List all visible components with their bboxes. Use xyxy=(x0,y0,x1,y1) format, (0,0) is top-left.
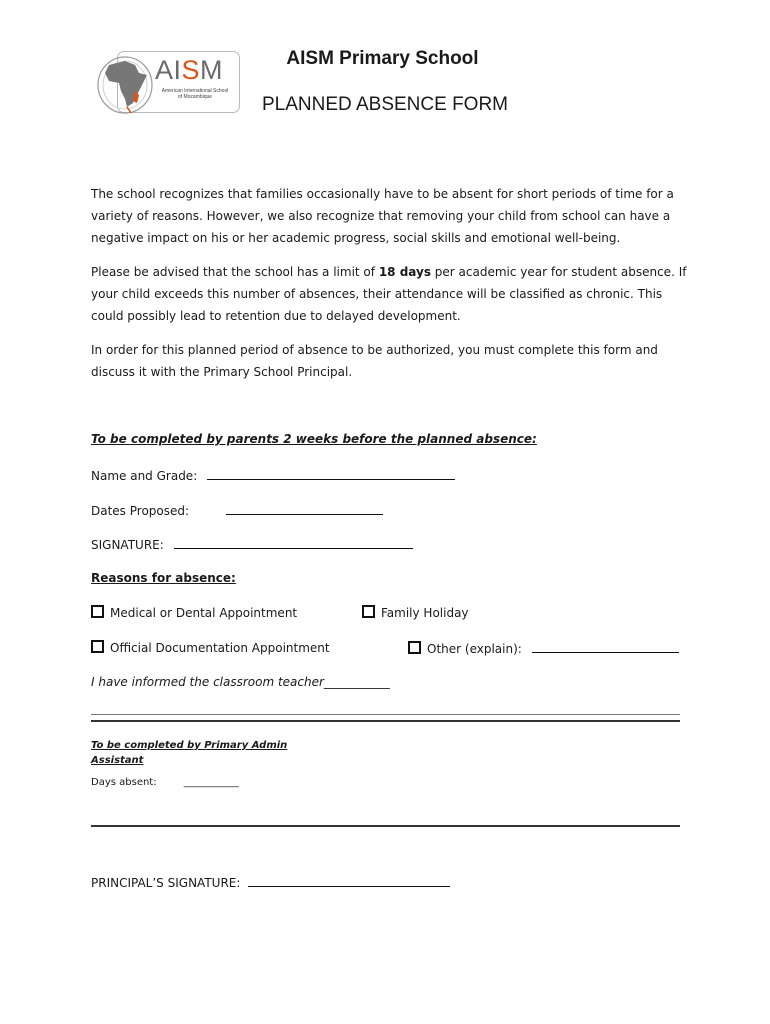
official-checkbox[interactable] xyxy=(91,640,104,653)
logo-wordmark xyxy=(155,55,223,86)
reason-official[interactable] xyxy=(91,640,330,655)
divider-thin xyxy=(91,714,680,715)
logo-subtitle xyxy=(153,88,237,100)
reason-other[interactable] xyxy=(408,640,679,656)
reasons-heading: Reasons for absence: xyxy=(91,571,236,585)
divider xyxy=(91,720,680,722)
reason-medical[interactable] xyxy=(91,605,297,620)
principal-signature-label: PRINCIPAL’S SIGNATURE: xyxy=(91,876,241,890)
limit-days: 18 days xyxy=(378,265,431,279)
dates-row xyxy=(91,502,383,518)
signature-row xyxy=(91,536,413,552)
signature-label: SIGNATURE: xyxy=(91,538,164,552)
name-grade-label: Name and Grade: xyxy=(91,469,198,483)
logo-letter-s: S xyxy=(181,55,201,85)
reason-family[interactable] xyxy=(362,605,469,620)
principal-signature-field[interactable] xyxy=(248,874,450,887)
other-checkbox[interactable] xyxy=(408,641,421,654)
logo-letter-m: M xyxy=(200,55,224,85)
dates-label: Dates Proposed: xyxy=(91,504,190,518)
school-logo xyxy=(95,51,241,117)
divider-bottom xyxy=(91,825,680,827)
logo-subtitle-line1: American International School xyxy=(161,88,229,94)
teacher-informed-statement: I have informed the classroom teacher___________ xyxy=(91,675,390,689)
admin-heading-line2: Assistant xyxy=(91,755,144,766)
form-title: PLANNED ABSENCE FORM xyxy=(262,94,508,115)
intro-paragraph-3: In order for this planned period of absence to be authorized, you must complete this form and discuss it with the Primary School Principal. xyxy=(91,343,658,379)
parents-section-heading: To be completed by parents 2 weeks before the planned absence: xyxy=(91,432,537,446)
admin-heading-line1: To be completed by Primary Admin xyxy=(91,740,288,751)
name-grade-field[interactable] xyxy=(207,467,455,480)
days-absent-row xyxy=(91,777,239,788)
school-name: AISM Primary School xyxy=(286,48,479,69)
logo-subtitle-line2: of Mozambique xyxy=(177,94,213,100)
days-absent-label: Days absent: xyxy=(91,777,157,788)
intro-paragraph-1: The school recognizes that families occasionally have to be absent for short periods of time for a variety of reasons. However, we also recognize that removing your child from school can have a negative impact on his or her academic progress, social skills and emotional well-being. xyxy=(91,187,674,245)
medical-label: Medical or Dental Appointment xyxy=(110,606,298,620)
days-absent-field[interactable]: ___________ xyxy=(183,777,239,788)
principal-signature-row xyxy=(91,874,450,890)
logo-letters-ai: AI xyxy=(155,55,182,85)
family-label: Family Holiday xyxy=(381,606,469,620)
limit-text-before: Please be advised that the school has a limit of xyxy=(91,265,379,279)
intro-paragraph-2 xyxy=(91,261,691,327)
other-explain-field[interactable] xyxy=(532,640,679,653)
official-label: Official Documentation Appointment xyxy=(110,641,330,655)
signature-field[interactable] xyxy=(174,536,413,549)
limit-text-after: per academic year for student absence. If your child exceeds this number of absences, their attendance will be classified as chronic. This could possibly lead to retention due to delayed development. xyxy=(91,265,687,323)
other-label: Other (explain): xyxy=(427,642,522,656)
name-grade-row xyxy=(91,467,455,483)
medical-checkbox[interactable] xyxy=(91,605,104,618)
family-checkbox[interactable] xyxy=(362,605,375,618)
dates-field[interactable] xyxy=(226,502,383,515)
admin-section-heading xyxy=(91,740,287,766)
